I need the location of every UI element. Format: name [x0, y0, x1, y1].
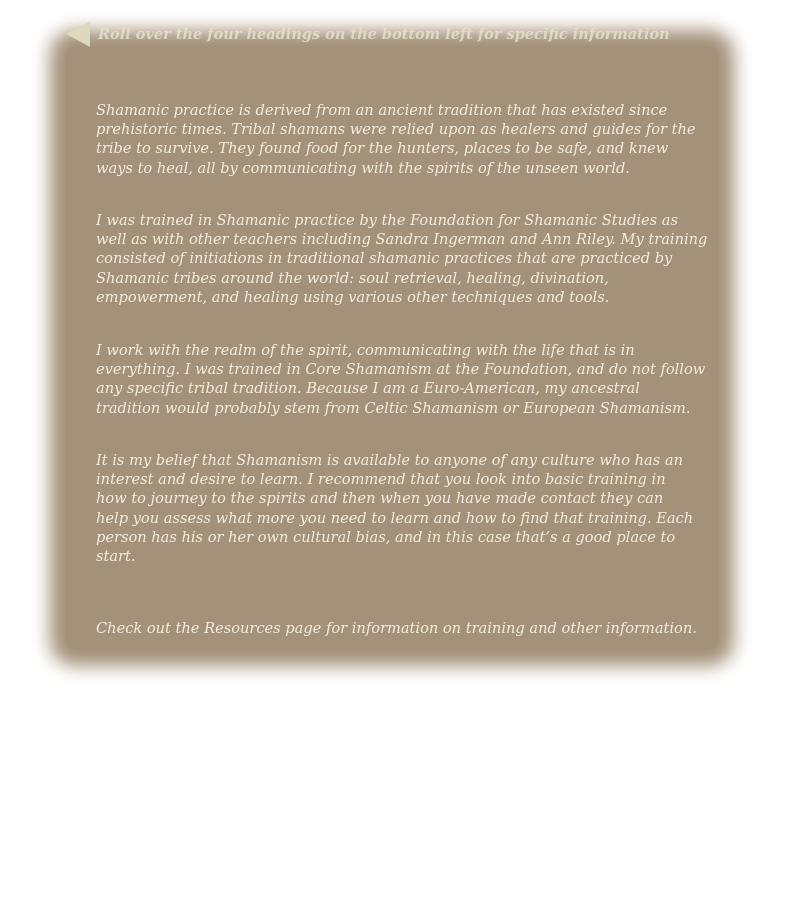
left-arrow-icon: [66, 21, 90, 47]
rollover-hint-text: Roll over the four headings on the bottom left for specific information: [98, 25, 670, 43]
paragraph-shamanic-practice: Shamanic practice is derived from an ancient tradition that has existed since prehistoric times. Tribal shamans were relied upon as healers and guides for the tribe to survive. They found food for the hunters, places to be safe, and knew ways to heal, all by communicating with the spirits of the unseen world.: [96, 102, 696, 177]
rollover-hint: [66, 20, 706, 48]
paragraph-training: I was trained in Shamanic practice by the Foundation for Shamanic Studies as well as with other teachers including Sandra Ingerman and Ann Riley. My training consisted of initiations in traditional shamanic practices that are practiced by Shamanic tribes around the world: soul retrieval, healing, divination, empowerment, and healing using various other techniques and tools.: [96, 212, 708, 306]
paragraph-resources: Check out the Resources page for information on training and other information.: [96, 620, 697, 637]
paragraph-realm-of-spirit: I work with the realm of the spirit, communicating with the life that is in everything. I was trained in Core Shamanism at the Foundation, and do not follow any specific tribal tradition. Because I am a Euro-American, my ancestral tradition would probably stem from Celtic Shamanism or European Shamanism.: [96, 342, 706, 417]
paragraph-belief: It is my belief that Shamanism is available to anyone of any culture who has an interest and desire to learn. I recommend that you look into basic training in how to journey to the spirits and then when you have made contact they can help you assess what more you need to learn and how to find that training. Each person has his or her own cultural bias, and in this case that’s a good place to start.: [96, 452, 694, 566]
